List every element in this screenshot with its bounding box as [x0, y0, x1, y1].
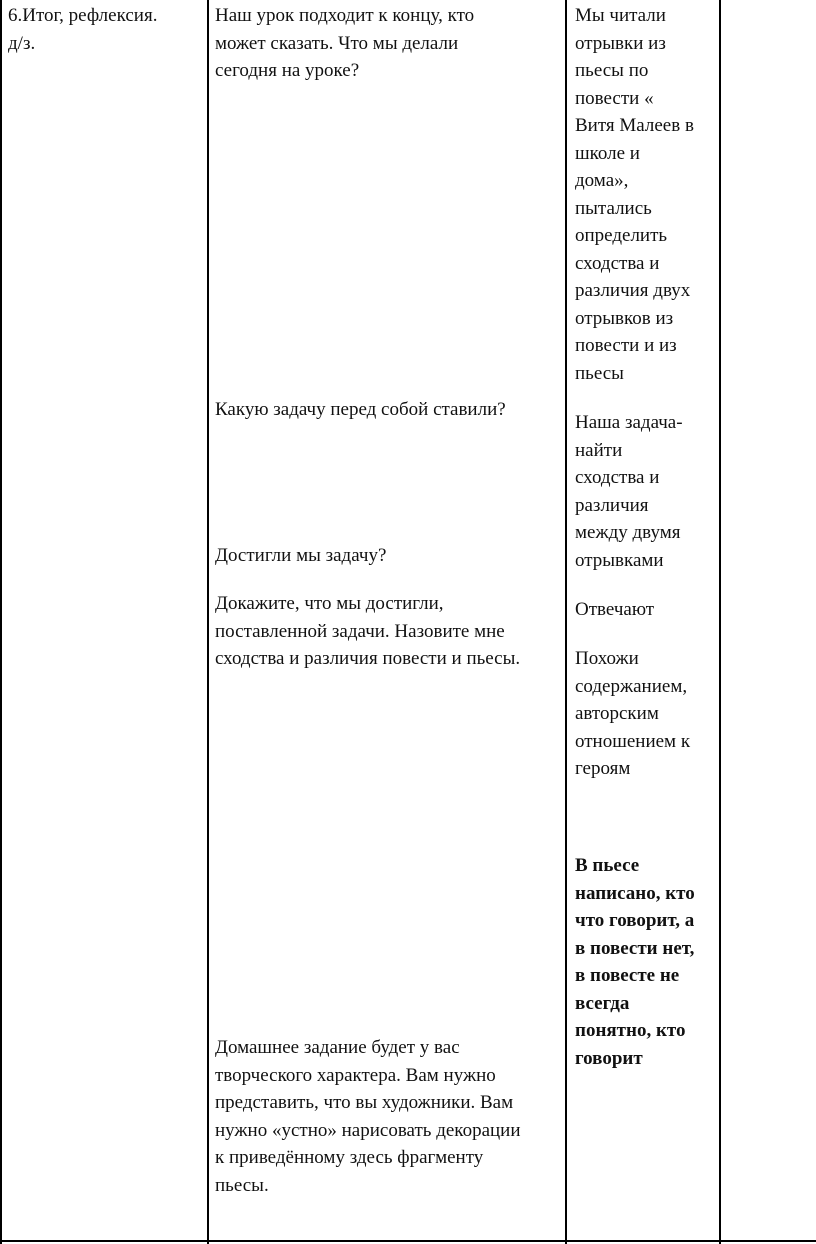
- student-line: в повести нет,: [575, 937, 695, 959]
- student-line: что говорит, а: [575, 910, 695, 931]
- student-line: различия: [575, 494, 649, 516]
- student-line: Отвечают: [575, 599, 655, 620]
- stage-line: 6.Итог, рефлексия.: [8, 5, 158, 26]
- student-line: Наша задача-: [575, 412, 683, 433]
- table-divider-1: [207, 0, 209, 1244]
- teacher-block-3: [215, 542, 386, 570]
- teacher-line: сходства и различия повести и пьесы.: [215, 648, 521, 669]
- notes-cell: [721, 0, 816, 1240]
- student-line: в повесте не: [575, 965, 680, 986]
- student-line: Витя Малеев в: [575, 115, 694, 136]
- student-line: определить: [575, 225, 668, 246]
- student-line: пытались: [575, 197, 652, 219]
- teacher-block-5: [215, 1034, 521, 1199]
- student-line: В пьесе: [575, 855, 640, 876]
- students-block-4: [575, 645, 690, 783]
- teacher-line: Достигли мы задачу?: [215, 545, 387, 566]
- teacher-line: Домашнее задание будет у вас: [215, 1037, 460, 1058]
- table-divider-2: [565, 0, 567, 1244]
- student-line: отрывками: [575, 549, 664, 571]
- student-line: повести и из: [575, 335, 677, 356]
- student-line: отношением к: [575, 730, 691, 752]
- teacher-line: к приведённому здесь фрагменту: [215, 1147, 484, 1168]
- teacher-line: пьесы.: [215, 1174, 269, 1196]
- student-line: различия двух: [575, 280, 691, 301]
- student-line: авторским: [575, 703, 659, 724]
- teacher-block-1: [215, 2, 474, 85]
- student-line: повести «: [575, 87, 654, 109]
- stage-line: д/з.: [8, 32, 36, 54]
- teacher-line: нужно «устно» нарисовать декорации: [215, 1119, 521, 1141]
- student-line: пьесы по: [575, 60, 649, 81]
- student-line: Мы читали: [575, 5, 666, 26]
- teacher-line: представить, что вы художники. Вам: [215, 1092, 514, 1113]
- students-block-5: [575, 852, 695, 1072]
- student-line: найти: [575, 439, 623, 461]
- student-line: пьесы: [575, 362, 624, 384]
- table-border-bottom: [0, 1240, 816, 1242]
- student-line: между двумя: [575, 522, 681, 543]
- student-line: героям: [575, 758, 631, 779]
- student-line: понятно, кто: [575, 1020, 686, 1041]
- teacher-line: творческого характера. Вам нужно: [215, 1064, 496, 1086]
- table-border-left: [0, 0, 2, 1244]
- student-line: сходства и: [575, 252, 660, 274]
- teacher-line: Докажите, что мы достигли,: [215, 593, 444, 614]
- teacher-line: сегодня на уроке?: [215, 60, 360, 81]
- student-line: содержанием,: [575, 675, 688, 697]
- students-block-2: [575, 409, 683, 574]
- teacher-block-2: [215, 396, 506, 424]
- teacher-line: Наш урок подходит к концу, кто: [215, 5, 475, 26]
- teacher-line: поставленной задачи. Назовите мне: [215, 620, 505, 642]
- student-line: написано, кто: [575, 882, 695, 904]
- students-block-3: [575, 596, 654, 624]
- student-line: школе и: [575, 142, 640, 164]
- teacher-block-4: [215, 590, 520, 673]
- stage-cell: [8, 2, 157, 57]
- student-line: Похожи: [575, 648, 639, 669]
- student-line: говорит: [575, 1047, 643, 1069]
- student-line: всегда: [575, 992, 630, 1014]
- teacher-line: Какую задачу перед собой ставили?: [215, 399, 506, 420]
- student-line: сходства и: [575, 467, 660, 488]
- student-line: отрывки из: [575, 32, 666, 54]
- teacher-line: может сказать. Что мы делали: [215, 32, 459, 54]
- students-block-1: [575, 2, 694, 387]
- student-line: дома»,: [575, 170, 629, 191]
- student-line: отрывков из: [575, 307, 674, 329]
